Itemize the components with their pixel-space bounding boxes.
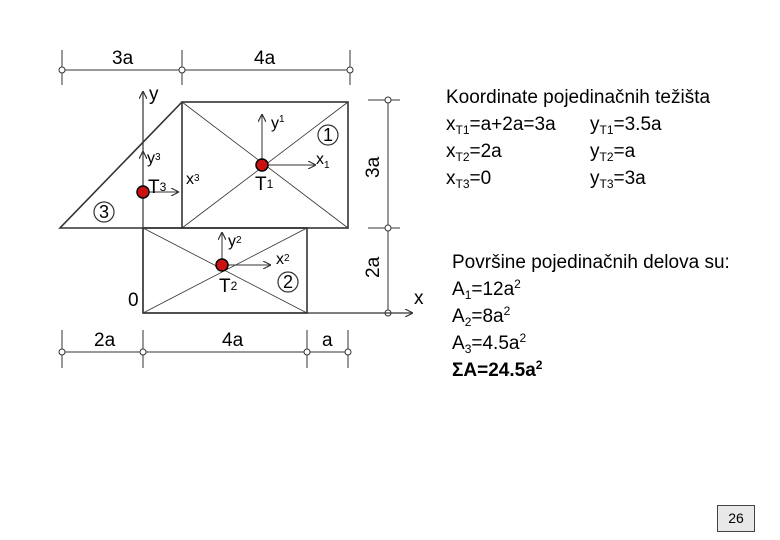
centroids-title: Koordinate pojedinačnih težišta <box>446 87 711 108</box>
dim-bottom-a: a <box>322 330 333 351</box>
axis-y2-label: y2 <box>228 233 242 250</box>
centroid-t3-label: T3 <box>148 177 167 198</box>
centroid-t2-label: T2 <box>219 276 238 297</box>
axis-x-label: x <box>414 288 424 309</box>
centroid-t1-marker <box>256 159 268 171</box>
dim-bottom-4a: 4a <box>222 330 244 351</box>
top-dimension <box>59 50 353 85</box>
areas-block <box>452 249 730 384</box>
part-number-3: 3 <box>98 202 110 222</box>
centroid-row-3: $x_{T3}=0$ $y_{T3}=3a$ <box>446 168 646 191</box>
centroid-markers <box>137 159 268 271</box>
area-row-3: $A_3=4.5a^2$ <box>452 331 527 356</box>
centroid-row-2: $x_{T2}=2a$ $y_{T2}=a$ <box>446 141 636 164</box>
dim-bottom-2a: 2a <box>94 330 116 351</box>
local-axes-1 <box>262 115 315 165</box>
area-total: $\Sigma A=24.5a^2$ <box>452 358 543 381</box>
areas-title: Površine pojedinačnih delova su: <box>452 252 730 273</box>
part-number-2: 2 <box>282 272 294 292</box>
dim-right-3a: 3a <box>363 156 384 178</box>
axis-y3-label: y3 <box>147 150 161 167</box>
centroid-coordinates <box>446 84 710 192</box>
right-dimension <box>368 97 400 316</box>
centroid-t2-marker <box>216 259 228 271</box>
dim-top-4a: 4a <box>254 48 276 69</box>
axis-x3-label: x3 <box>186 171 200 188</box>
area-row-2: $A_2=8a^2$ <box>452 304 511 329</box>
centroid-t1-label: T1 <box>255 174 274 195</box>
page-number: 26 <box>717 505 755 532</box>
centroid-row-1: $x_{T1}=a+2a=3a$ $y_{T1}=3.5a$ <box>446 114 662 137</box>
axis-y1-label: $y^1$ <box>271 114 285 132</box>
origin-label: 0 <box>128 290 139 311</box>
axis-x1-label: $x_1$ <box>316 151 330 171</box>
geometry-diagram <box>0 0 440 400</box>
axis-y-label: y <box>149 84 159 105</box>
diagonals <box>143 102 348 313</box>
dim-top-3a: 3a <box>112 48 134 69</box>
area-row-1: $A_1=12a^2$ <box>452 277 521 302</box>
axis-x2-label: x2 <box>276 251 290 268</box>
dim-right-2a: 2a <box>363 256 384 278</box>
part-number-1: 1 <box>322 125 334 145</box>
